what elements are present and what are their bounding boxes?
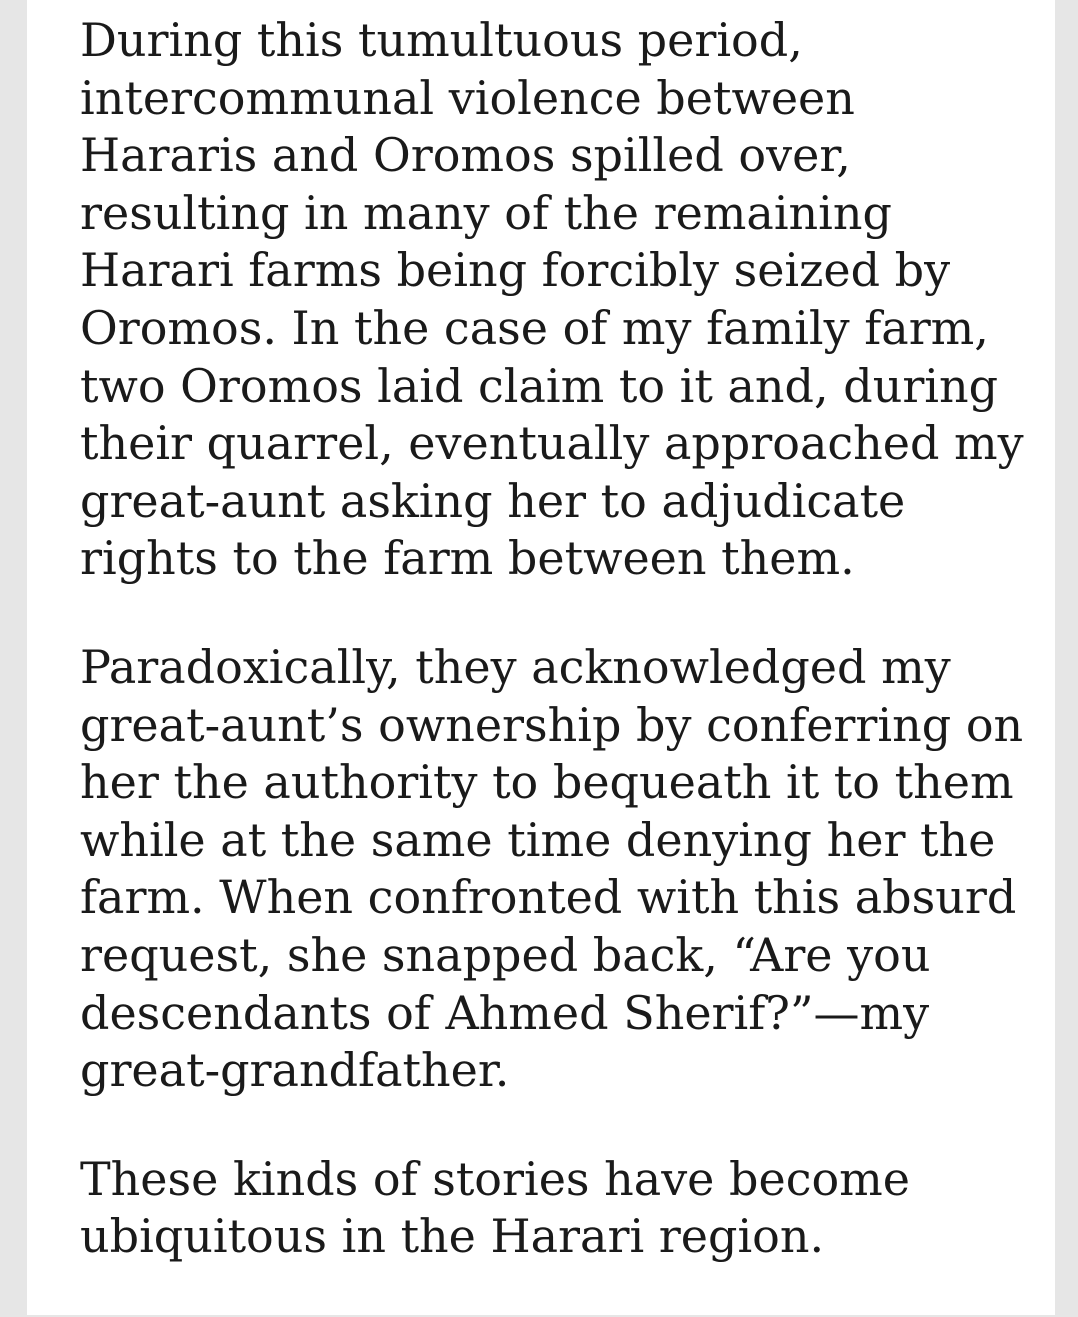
text-line: their quarrel, eventually approached my — [80, 416, 1024, 471]
text-line: great-aunt asking her to adjudicate — [80, 473, 906, 528]
article-body — [80, 12, 1030, 1317]
text-line: These kinds of stories have become — [80, 1151, 910, 1206]
text-line: intercommunal violence between — [80, 70, 855, 125]
text-line: farm. When confronted with this absurd — [80, 870, 1017, 925]
text-line: rights to the farm between them. — [80, 531, 855, 586]
text-line: her the authority to bequeath it to them — [80, 755, 1014, 810]
text-line: two Oromos laid claim to it and, during — [80, 358, 999, 413]
paragraph-1 — [80, 12, 1030, 588]
text-line: Hararis and Oromos spilled over, — [80, 128, 851, 183]
text-line: great-grandfather. — [80, 1043, 510, 1098]
text-line: Harari farms being forcibly seized by — [80, 243, 951, 298]
text-line: great-aunt’s ownership by conferring on — [80, 697, 1024, 752]
text-line: descendants of Ahmed Sherif?”—my — [80, 985, 930, 1040]
text-line: ubiquitous in the Harari region. — [80, 1209, 825, 1264]
paragraph-3 — [80, 1151, 1030, 1266]
article-page — [27, 0, 1055, 1315]
paragraph-2 — [80, 639, 1030, 1100]
text-line: while at the same time denying her the — [80, 812, 996, 867]
text-line: During this tumultuous period, — [80, 13, 803, 67]
text-line: resulting in many of the remaining — [80, 185, 892, 240]
text-line: Paradoxically, they acknowledged my — [80, 639, 951, 694]
text-line: request, she snapped back, “Are you — [80, 927, 931, 982]
text-line: Oromos. In the case of my family farm, — [80, 300, 989, 355]
